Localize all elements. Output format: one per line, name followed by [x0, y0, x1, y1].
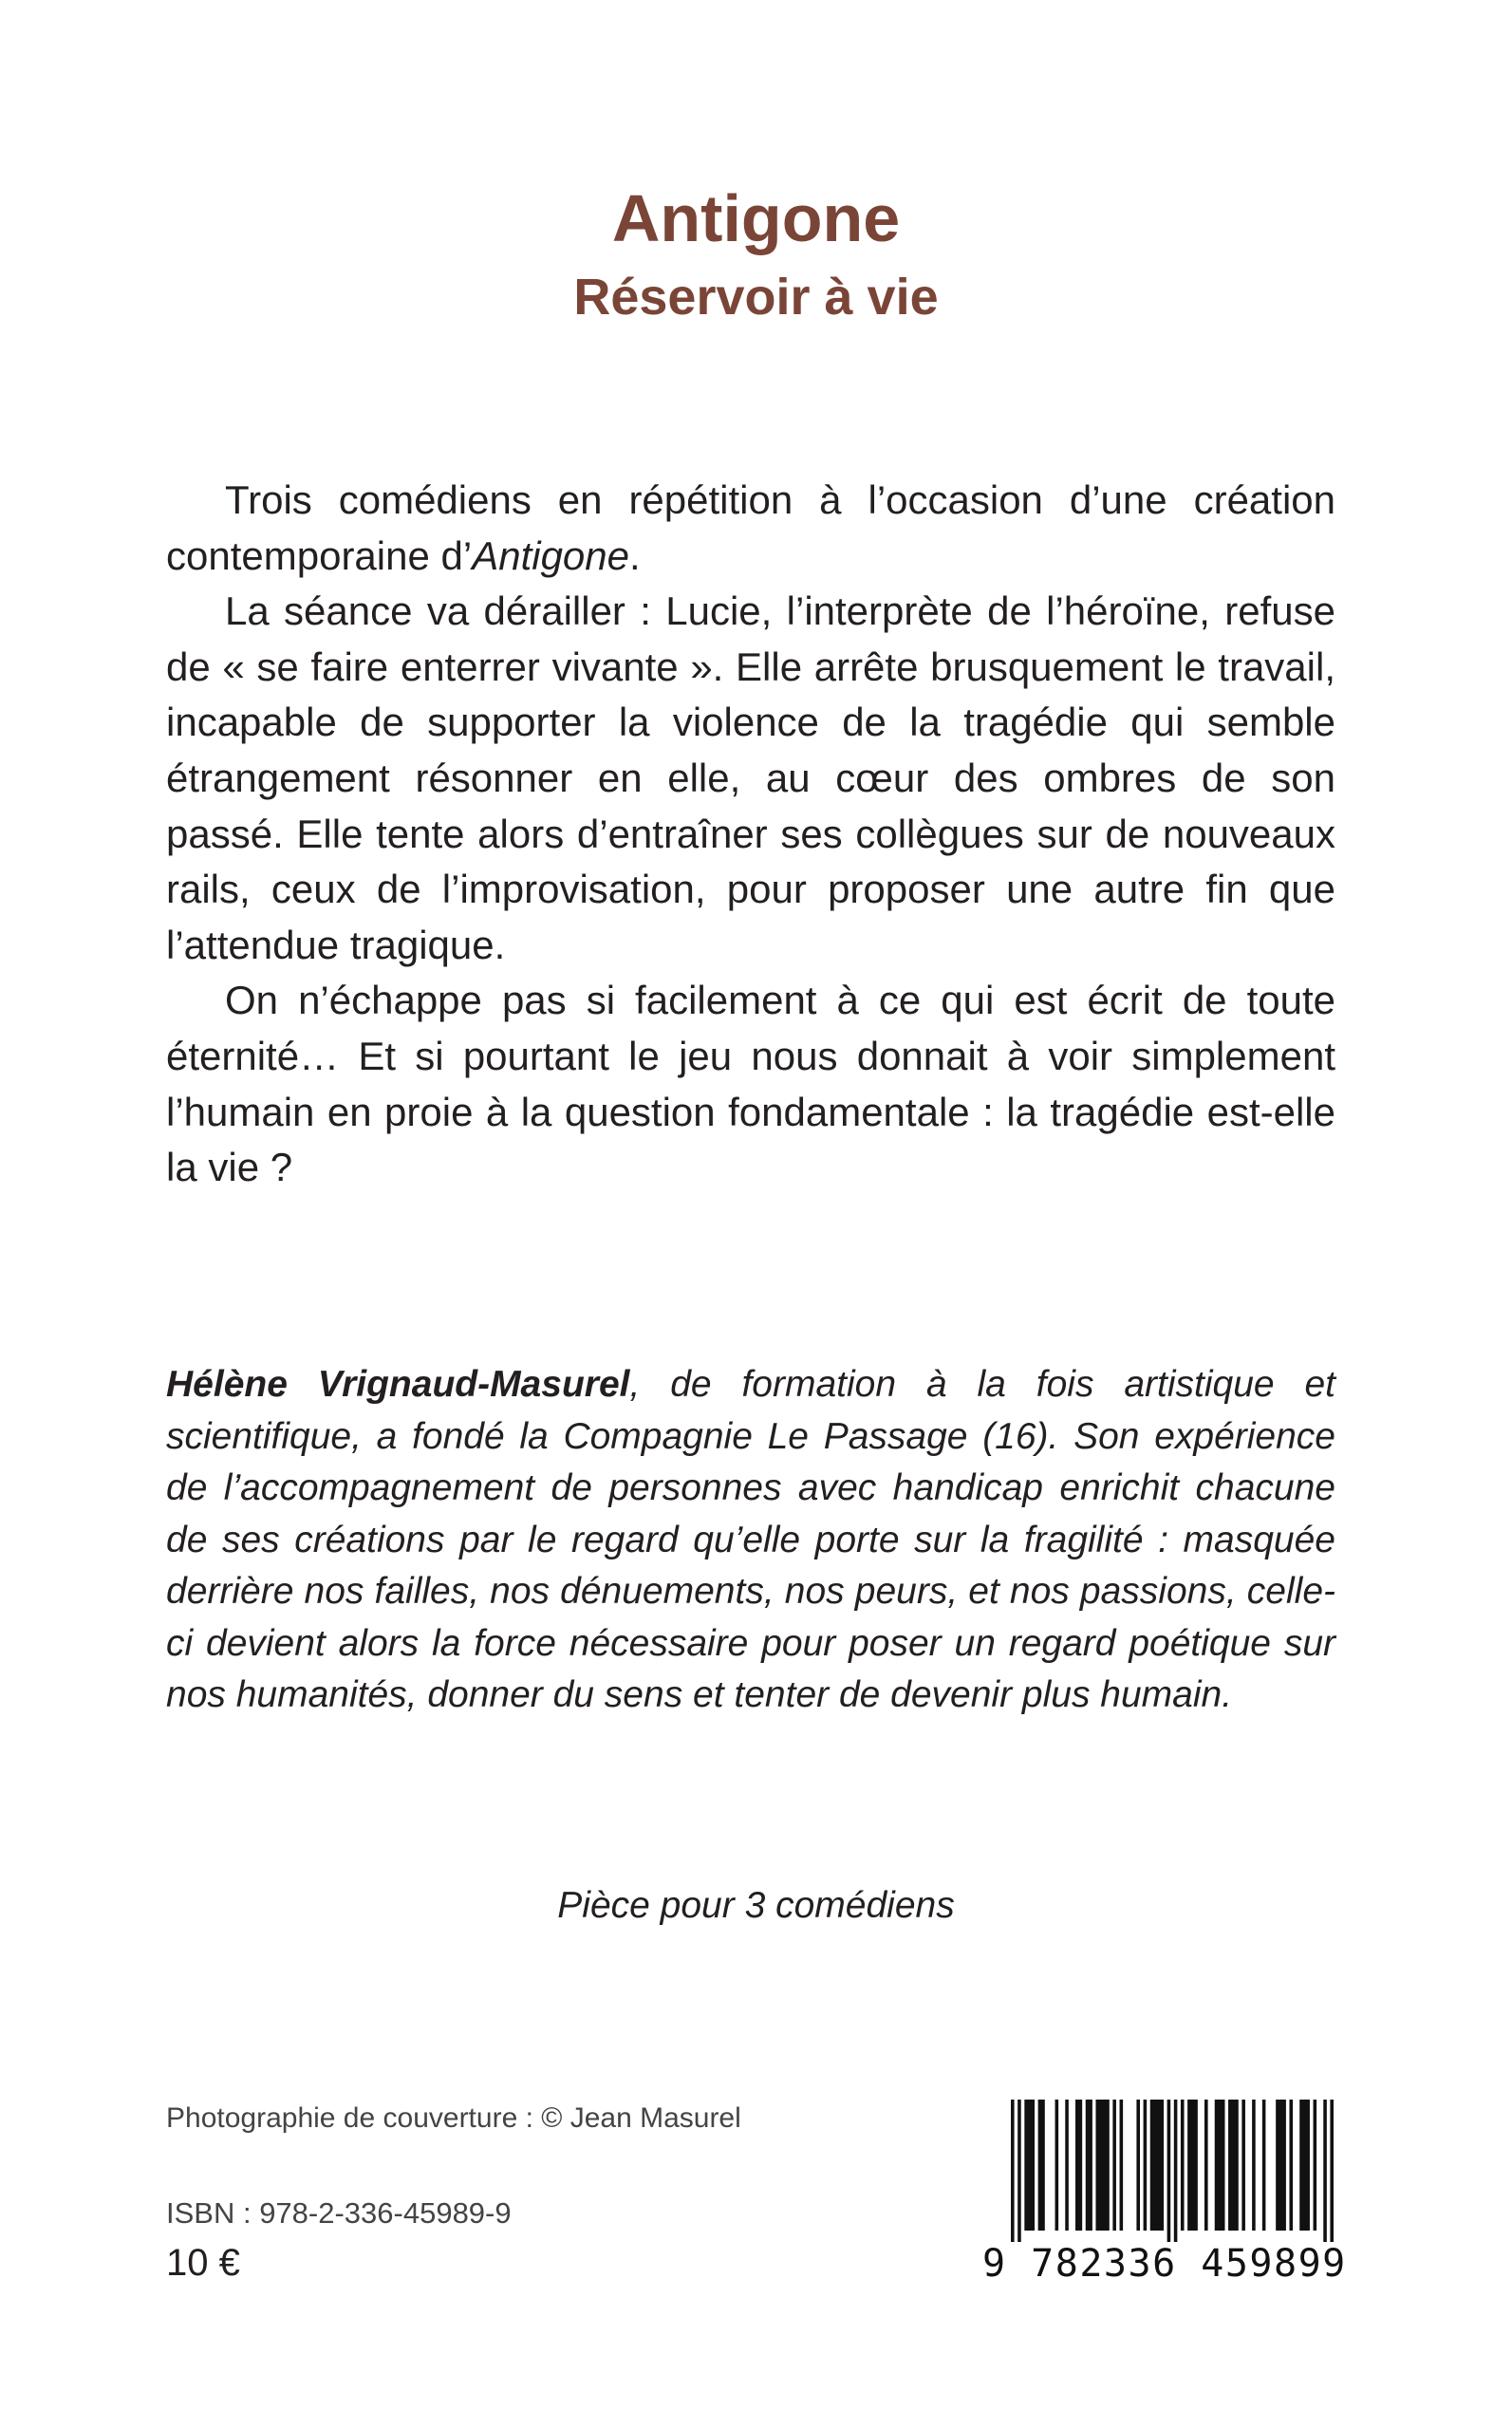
barcode-bar: [1011, 2100, 1015, 2242]
barcode-bar: [1065, 2100, 1069, 2231]
synopsis-paragraph-1: [166, 473, 1335, 584]
barcode-bar: [1120, 2100, 1124, 2231]
barcode-bar: [1241, 2100, 1245, 2231]
book-subtitle: Réservoir à vie: [573, 269, 939, 326]
barcode-bar: [1024, 2100, 1035, 2231]
barcode: [1011, 2100, 1334, 2242]
barcode-bar: [1323, 2100, 1327, 2242]
synopsis: [166, 473, 1335, 1196]
barcode-bar: [1038, 2100, 1045, 2231]
barcode-bar: [1075, 2100, 1082, 2231]
barcode-bar: [1204, 2100, 1208, 2231]
barcode-bar: [1174, 2100, 1178, 2242]
barcode-bar: [1150, 2100, 1164, 2231]
barcode-bar: [1289, 2100, 1293, 2231]
barcode-bar: [1055, 2100, 1059, 2231]
synopsis-paragraph-2: La séance va dérailler : Lucie, l’interprète de l’héroïne, refuse de « se faire enterrer vivante ». Elle arrête brusquement le travail, incapable de supporter la violence de la tragédie qui semble étrangement résonner en elle, au cœur des ombres de son passé. Elle tente alors d’entraîner ses collègues sur de nouveaux rails, ceux de l’improvisation, pour proposer une autre fin que l’attendue tragique.: [166, 588, 1335, 967]
author-name: Hélène Vrignaud-Masurel: [166, 1364, 630, 1405]
barcode-bar: [1095, 2100, 1109, 2231]
barcode-bar: [1276, 2100, 1286, 2231]
synopsis-paragraph-3: On n’échappe pas si facilement à ce qui est écrit de toute éternité… Et si pourtant le jeu nous donnait à voir simplement l’humain en proie à la question fondamentale : la tragédie est-elle la vie ?: [166, 978, 1335, 1190]
piece-note: Pièce pour 3 comédiens: [557, 1885, 955, 1926]
synopsis-p1-end: .: [629, 532, 641, 578]
price: 10 €: [166, 2242, 240, 2284]
barcode-bar: [1330, 2100, 1334, 2242]
barcode-bar: [1086, 2100, 1092, 2231]
barcode-bar: [1187, 2100, 1198, 2231]
barcode-bar: [1252, 2100, 1256, 2231]
barcode-bar: [1136, 2100, 1140, 2231]
synopsis-p1-text: Trois comédiens en répétition à l’occasion d’une création contemporaine d’: [166, 477, 1335, 578]
title-block: [0, 176, 1512, 333]
barcode-bar: [1167, 2100, 1171, 2242]
isbn: ISBN : 978-2-336-45989-9: [166, 2196, 512, 2230]
barcode-bar: [1299, 2100, 1310, 2231]
author-bio-text: , de formation à la fois artistique et scientifique, a fondé la Compagnie Le Passage (16). Son expérience de l’accompagnement de personnes avec handicap enrichit chacune de ses créations par le regard qu’elle porte sur la fragilité : masquée derrière nos failles, nos dénuements, nos peurs, et nos passions, celle-ci devient alors la force nécessaire pour poser un regard poétique sur nos humanités, donner du sens et tenter de devenir plus humain.: [166, 1364, 1335, 1715]
synopsis-p1-italic: Antigone: [472, 532, 630, 578]
barcode-bar: [1262, 2100, 1266, 2231]
barcode-bar: [1017, 2100, 1021, 2242]
barcode-bar: [1112, 2100, 1116, 2231]
barcode-bar: [1144, 2100, 1148, 2231]
author-bio: [166, 1359, 1335, 1722]
barcode-digits: 9 782336 459899: [982, 2242, 1347, 2286]
barcode-bar: [1314, 2100, 1317, 2231]
barcode-bar: [1181, 2100, 1185, 2231]
barcode-bar: [1228, 2100, 1239, 2231]
book-title: Antigone: [611, 181, 901, 255]
barcode-bar: [1215, 2100, 1225, 2231]
photo-credit: Photographie de couverture : © Jean Masurel: [166, 2102, 741, 2134]
